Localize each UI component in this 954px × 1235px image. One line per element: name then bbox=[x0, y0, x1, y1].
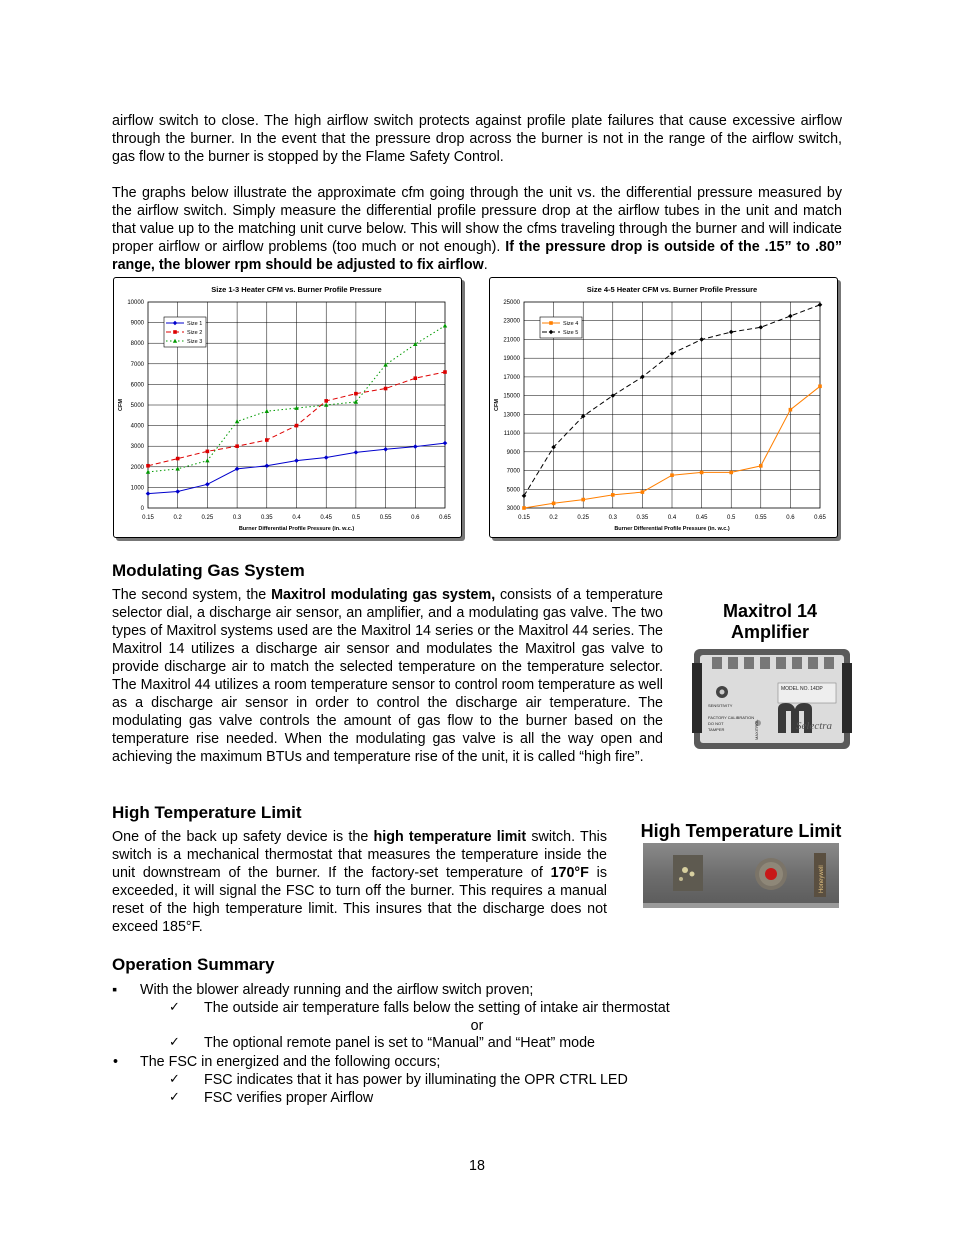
y-tick-label: 9000 bbox=[506, 449, 520, 456]
high-temp-limit-image bbox=[643, 843, 839, 908]
y-tick-label: 9000 bbox=[130, 320, 144, 327]
maxitrol-amplifier-photo bbox=[692, 645, 852, 753]
modulating-paragraph bbox=[112, 586, 663, 766]
x-tick-label: 0.3 bbox=[608, 515, 617, 521]
x-tick-label: 0.25 bbox=[577, 515, 590, 521]
data-point bbox=[611, 493, 615, 497]
check-icon: ✓ bbox=[169, 1090, 180, 1105]
operation-bullet-2-marker: • bbox=[113, 1054, 119, 1070]
y-tick-label: 19000 bbox=[503, 356, 520, 363]
data-point bbox=[700, 471, 704, 475]
x-tick-label: 0.3 bbox=[232, 515, 242, 521]
operation-check-2: The optional remote panel is set to “Manual” and “Heat” mode bbox=[204, 1035, 595, 1051]
graphs-paragraph-end: . bbox=[483, 257, 488, 273]
operation-bullet-1-marker: ▪ bbox=[112, 982, 118, 998]
x-axis-label: Burner Differential Profile Pressure (in. w.c.) bbox=[238, 526, 355, 532]
chart-title: Size 4-5 Heater CFM vs. Burner Profile Pressure bbox=[586, 285, 758, 294]
operation-check-4: FSC verifies proper Airflow bbox=[204, 1090, 374, 1106]
high-temp-p-mid: switch. This switch is a mechanical thermostat that measures the temperature inside the unit downstream of the burner. If the factory-set temperature of bbox=[112, 829, 608, 881]
amp-label-sensitivity: SENSITIVITY bbox=[708, 703, 733, 708]
operation-or: or bbox=[470, 1018, 484, 1034]
data-point bbox=[324, 399, 328, 403]
y-tick-label: 8000 bbox=[130, 341, 144, 348]
y-tick-label: 0 bbox=[140, 506, 144, 512]
high-temp-p-bold2: 170°F bbox=[550, 865, 589, 881]
data-point bbox=[522, 506, 526, 510]
x-tick-label: 0.6 bbox=[786, 515, 795, 521]
y-tick-label: 17000 bbox=[503, 374, 520, 381]
y-tick-label: 5000 bbox=[506, 487, 520, 494]
modulating-p-start: The second system, the bbox=[112, 587, 272, 603]
y-tick-label: 13000 bbox=[503, 412, 520, 419]
data-point bbox=[354, 392, 358, 396]
high-temp-p-bold1: high temperature limit bbox=[373, 829, 527, 845]
high-temp-heading: High Temperature Limit bbox=[112, 803, 302, 822]
check-icon: ✓ bbox=[169, 1035, 180, 1050]
modulating-heading: Modulating Gas System bbox=[112, 561, 305, 580]
modulating-p-rest: consists of a temperature selector dial, a discharge air sensor, an amplifier, and a modulating gas valve. The two types of Maxitrol systems used are the Maxitrol 14 series or the Maxitrol 44 series. The Maxitrol 14 utilizes a discharge air sensor and modulates the Maxitrol gas valve to provide discharge air to match the selected temperature on the temperature selector. The Maxitrol 44 utilizes a room temperature sensor to control room temperature as well as a discharge air sensor in order to control the discharge air temperature. The modulating gas valve controls the amount of gas flow to the burner based on the temperature rise needed. When the modulating gas valve is all the way open and achieving the maximum BTUs and temperature rise of the unit, it is called “high fire”. bbox=[112, 587, 663, 765]
x-tick-label: 0.35 bbox=[636, 515, 649, 521]
x-tick-label: 0.25 bbox=[201, 515, 214, 521]
operation-heading: Operation Summary bbox=[112, 955, 275, 974]
data-point bbox=[789, 408, 793, 412]
data-point bbox=[265, 438, 269, 442]
amp-label-donot: DO NOT bbox=[708, 721, 724, 726]
chart-size-4-5 bbox=[489, 277, 838, 538]
y-tick-label: 4000 bbox=[130, 423, 144, 430]
operation-check-3: FSC indicates that it has power by illuminating the OPR CTRL LED bbox=[204, 1072, 628, 1088]
chart-size-1-3 bbox=[113, 277, 462, 538]
data-point bbox=[384, 387, 388, 391]
x-tick-label: 0.15 bbox=[518, 515, 530, 521]
data-point bbox=[443, 370, 447, 374]
y-tick-label: 21000 bbox=[503, 337, 520, 344]
data-point bbox=[146, 464, 150, 468]
graphs-paragraph-text: The graphs below illustrate the approximate cfm going through the unit vs. the differential pressure measured by the airflow switch. Simply measure the differential profile pressure drop at the airflow tubes in the unit and match that value up to the matching unit curve below. This will show the cfms traveling through the burner and will indicate proper airflow or airflow problems (too much or not enough). bbox=[112, 185, 842, 255]
check-icon: ✓ bbox=[169, 1000, 180, 1015]
x-axis-label: Burner Differential Profile Pressure (in. w.c.) bbox=[614, 526, 730, 532]
maxitrol-amplifier-image bbox=[692, 645, 852, 753]
maxitrol-caption-line2: Amplifier bbox=[730, 622, 809, 642]
y-tick-label: 25000 bbox=[503, 300, 520, 306]
amp-brand-text: Selectra bbox=[796, 720, 833, 732]
y-tick-label: 2000 bbox=[130, 464, 144, 471]
data-point bbox=[414, 376, 418, 380]
intro-paragraph: airflow switch to close. The high airflow switch protects against profile plate failures that cause excessive airflow through the burner. In the event that the pressure drop across the burner is not in the range of the airflow switch, gas flow to the burner is stopped by the Flame Safety Control. bbox=[112, 113, 842, 165]
x-tick-label: 0.45 bbox=[695, 515, 708, 521]
data-point bbox=[818, 384, 822, 388]
data-point bbox=[235, 444, 239, 448]
high-temp-p-start: One of the back up safety device is the bbox=[112, 829, 374, 845]
modulating-p-bold: Maxitrol modulating gas system, bbox=[271, 587, 496, 603]
legend-label: Size 5 bbox=[563, 330, 579, 336]
data-point bbox=[176, 457, 180, 461]
x-tick-label: 0.4 bbox=[667, 515, 677, 521]
chart-size-4-5-svg bbox=[490, 278, 837, 537]
data-point bbox=[759, 464, 763, 468]
x-tick-label: 0.5 bbox=[351, 515, 361, 521]
data-point bbox=[670, 473, 674, 477]
y-tick-label: 11000 bbox=[503, 431, 520, 438]
legend-label: Size 1 bbox=[187, 321, 203, 327]
x-tick-label: 0.2 bbox=[549, 515, 558, 521]
data-point bbox=[641, 490, 645, 494]
x-tick-label: 0.6 bbox=[411, 515, 420, 521]
page-number: 18 bbox=[469, 1158, 485, 1174]
x-tick-label: 0.65 bbox=[814, 515, 826, 521]
legend-label: Size 2 bbox=[187, 330, 203, 336]
graphs-paragraph-bold: If the pressure drop is outside of the .15” to .80” range, the blower rpm should be adjusted to fix airflow bbox=[112, 239, 842, 273]
data-point bbox=[581, 498, 585, 502]
y-axis-label: CFM bbox=[494, 399, 500, 411]
y-tick-label: 6000 bbox=[130, 382, 144, 389]
chart-0-group bbox=[118, 285, 451, 532]
y-tick-label: 7000 bbox=[130, 361, 144, 368]
chart-1-group bbox=[494, 285, 826, 532]
legend-marker bbox=[173, 330, 177, 334]
check-icon: ✓ bbox=[169, 1072, 180, 1087]
legend-label: Size 3 bbox=[187, 339, 203, 345]
data-point bbox=[206, 450, 210, 454]
amp-logo-text: MAXITROL bbox=[754, 719, 759, 740]
legend-label: Size 4 bbox=[563, 321, 579, 327]
graphs-paragraph bbox=[112, 184, 842, 274]
amp-label-factory: FACTORY CALIBRATION bbox=[708, 715, 755, 720]
y-tick-label: 1000 bbox=[130, 485, 144, 492]
x-tick-label: 0.35 bbox=[260, 515, 273, 521]
x-tick-label: 0.5 bbox=[727, 515, 736, 521]
y-tick-label: 5000 bbox=[130, 403, 144, 409]
data-point bbox=[295, 424, 299, 428]
y-tick-label: 3000 bbox=[506, 506, 520, 512]
chart-title: Size 1-3 Heater CFM vs. Burner Profile Pressure bbox=[211, 285, 382, 294]
amp-label-tamper: TAMPER bbox=[708, 727, 725, 732]
x-tick-label: 0.65 bbox=[439, 515, 451, 521]
high-temp-limit-photo bbox=[643, 843, 839, 908]
y-axis-label: CFM bbox=[118, 399, 124, 411]
high-temp-paragraph bbox=[112, 828, 607, 936]
y-tick-label: 3000 bbox=[130, 444, 144, 451]
data-point bbox=[552, 502, 556, 506]
high-temp-brand: Honeywell bbox=[819, 865, 825, 893]
high-temp-p-rest: is exceeded, it will signal the FSC to turn off the burner. This requires a manual reset of the high temperature limit. This insures that the discharge does not exceed 185°F. bbox=[112, 865, 607, 935]
maxitrol-caption bbox=[690, 601, 850, 643]
y-tick-label: 23000 bbox=[503, 318, 520, 325]
legend-marker bbox=[549, 321, 553, 325]
operation-bullet-1: With the blower already running and the airflow switch proven; bbox=[140, 982, 534, 998]
x-tick-label: 0.55 bbox=[754, 515, 767, 521]
operation-check-1: The outside air temperature falls below the setting of intake air thermostat bbox=[204, 1000, 670, 1016]
y-tick-label: 15000 bbox=[503, 393, 520, 400]
high-temp-caption: High Temperature Limit bbox=[640, 821, 842, 841]
x-tick-label: 0.15 bbox=[142, 515, 154, 521]
x-tick-label: 0.2 bbox=[173, 515, 182, 521]
chart-size-1-3-svg bbox=[114, 278, 461, 537]
y-tick-label: 10000 bbox=[127, 300, 144, 306]
x-tick-label: 0.4 bbox=[292, 515, 301, 521]
x-tick-label: 0.55 bbox=[379, 515, 392, 521]
y-tick-label: 7000 bbox=[506, 468, 520, 475]
maxitrol-caption-line1: Maxitrol 14 bbox=[722, 601, 818, 621]
amp-model-label: MODEL NO. 14DP bbox=[781, 686, 823, 692]
operation-bullet-2: The FSC in energized and the following occurs; bbox=[140, 1054, 441, 1070]
data-point bbox=[729, 471, 733, 475]
x-tick-label: 0.45 bbox=[320, 515, 333, 521]
